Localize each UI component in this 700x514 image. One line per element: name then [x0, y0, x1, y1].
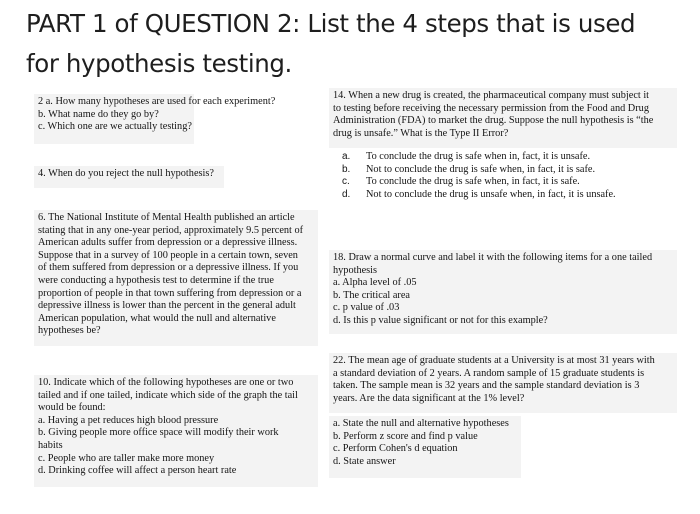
question-14-option-c [340, 176, 660, 189]
question-6-line: proportion of people in that town suffering from depression or a [38, 287, 302, 299]
option-letter: c. [342, 176, 350, 188]
title-line-2: for hypothesis testing. [26, 49, 292, 78]
question-18-line: 18. Draw a normal curve and label it with the following items for a one tailed [333, 252, 653, 263]
question-18-line: d. Is this p value significant or not for this example? [333, 314, 548, 326]
question-4-block [34, 166, 224, 188]
question-14-line: drug is unsafe.” What is the Type II Error? [333, 127, 509, 139]
question-10-line: 10. Indicate which of the following hypotheses are one or two [38, 377, 294, 388]
question-10-line: b. Giving people more office space will modify their work [38, 427, 279, 439]
option-text: To conclude the drug is safe when, in fact, it is safe. [366, 176, 580, 188]
question-18-line: hypothesis [333, 264, 378, 276]
question-6-line: American adults suffer from depression or a depressive illness. [38, 237, 298, 249]
question-6-line: hypotheses be? [38, 325, 101, 337]
question-2-line: c. Which one are we actually testing? [38, 121, 192, 133]
question-22-subpart: b. Perform z score and find p value [333, 430, 478, 442]
question-14-option-a [340, 151, 660, 164]
question-22-line: a standard deviation of 2 years. A random sample of 15 graduate students is [333, 367, 645, 379]
question-22-line: 22. The mean age of graduate students at a University is at most 31 years with [333, 355, 655, 366]
question-14-line: Administration (FDA) to market the drug. Suppose the null hypothesis is “the [333, 115, 654, 127]
option-letter: d. [342, 188, 351, 200]
question-18-block [329, 250, 677, 334]
question-6-line: were conducting a hypothesis test to determine if the true [38, 274, 274, 286]
question-14-option-d [340, 189, 660, 202]
question-2-line: b. What name do they go by? [38, 108, 159, 120]
question-6-line: stating that in any one-year period, approximately 9.5 percent of [38, 224, 304, 236]
option-text: To conclude the drug is safe when in, fact, it is unsafe. [366, 151, 591, 162]
question-6-line: Suppose that in a survey of 100 people in a certain town, seven [38, 249, 298, 261]
question-6-block [34, 210, 318, 346]
question-10-line: d. Drinking coffee will affect a person heart rate [38, 465, 237, 477]
option-letter: b. [342, 163, 351, 175]
question-14-options [340, 151, 660, 201]
question-6-line: of them suffered from depression or a depressive illness. If you [38, 262, 299, 274]
question-18-line: c. p value of .03 [333, 302, 400, 314]
question-4-line: 4. When do you reject the null hypothesis? [38, 168, 214, 179]
option-text: Not to conclude the drug is unsafe when, in fact, it is unsafe. [366, 188, 616, 200]
question-14-line: 14. When a new drug is created, the pharmaceutical company must subject it [333, 90, 650, 101]
title-line-1: PART 1 of QUESTION 2: List the 4 steps that is used [26, 9, 636, 38]
question-6-line: 6. The National Institute of Mental Health published an article [38, 212, 295, 223]
question-10-line: habits [38, 439, 63, 451]
question-6-line: American population, what would the null and alternative [38, 312, 276, 324]
question-2-block [34, 94, 276, 144]
option-text: Not to conclude the drug is safe when, in fact, it is safe. [366, 163, 596, 175]
page-title [26, 4, 686, 84]
question-22-subpart: a. State the null and alternative hypotheses [333, 418, 509, 429]
question-6-line: depressive illness is lower than the percent in the general adult [38, 300, 296, 312]
question-10-line: tailed and if one tailed, indicate which side of the graph the tail [38, 389, 298, 401]
question-22-line: years. Are the data significant at the 1% level? [333, 392, 525, 404]
question-14-block [329, 88, 677, 148]
option-letter: a. [342, 151, 351, 162]
question-22-line: taken. The sample mean is 32 years and the sample standard deviation is 3 [333, 380, 640, 392]
question-10-line: would be found: [38, 402, 106, 414]
question-2-line: 2 a. How many hypotheses are used for each experiment? [38, 96, 276, 107]
question-18-line: a. Alpha level of .05 [333, 277, 417, 289]
question-22-subpart: c. Perform Cohen's d equation [333, 443, 458, 455]
question-10-block [34, 375, 318, 487]
question-14-option-b [340, 164, 660, 177]
question-18-line: b. The critical area [333, 289, 410, 301]
question-22-block [329, 353, 677, 413]
question-14-line: to testing before receiving the necessary permission from the Food and Drug [333, 102, 649, 114]
question-10-line: c. People who are taller make more money [38, 452, 215, 464]
question-22-subpart: d. State answer [333, 455, 396, 467]
question-22-subparts [329, 416, 521, 478]
question-10-line: a. Having a pet reduces high blood pressure [38, 414, 219, 426]
